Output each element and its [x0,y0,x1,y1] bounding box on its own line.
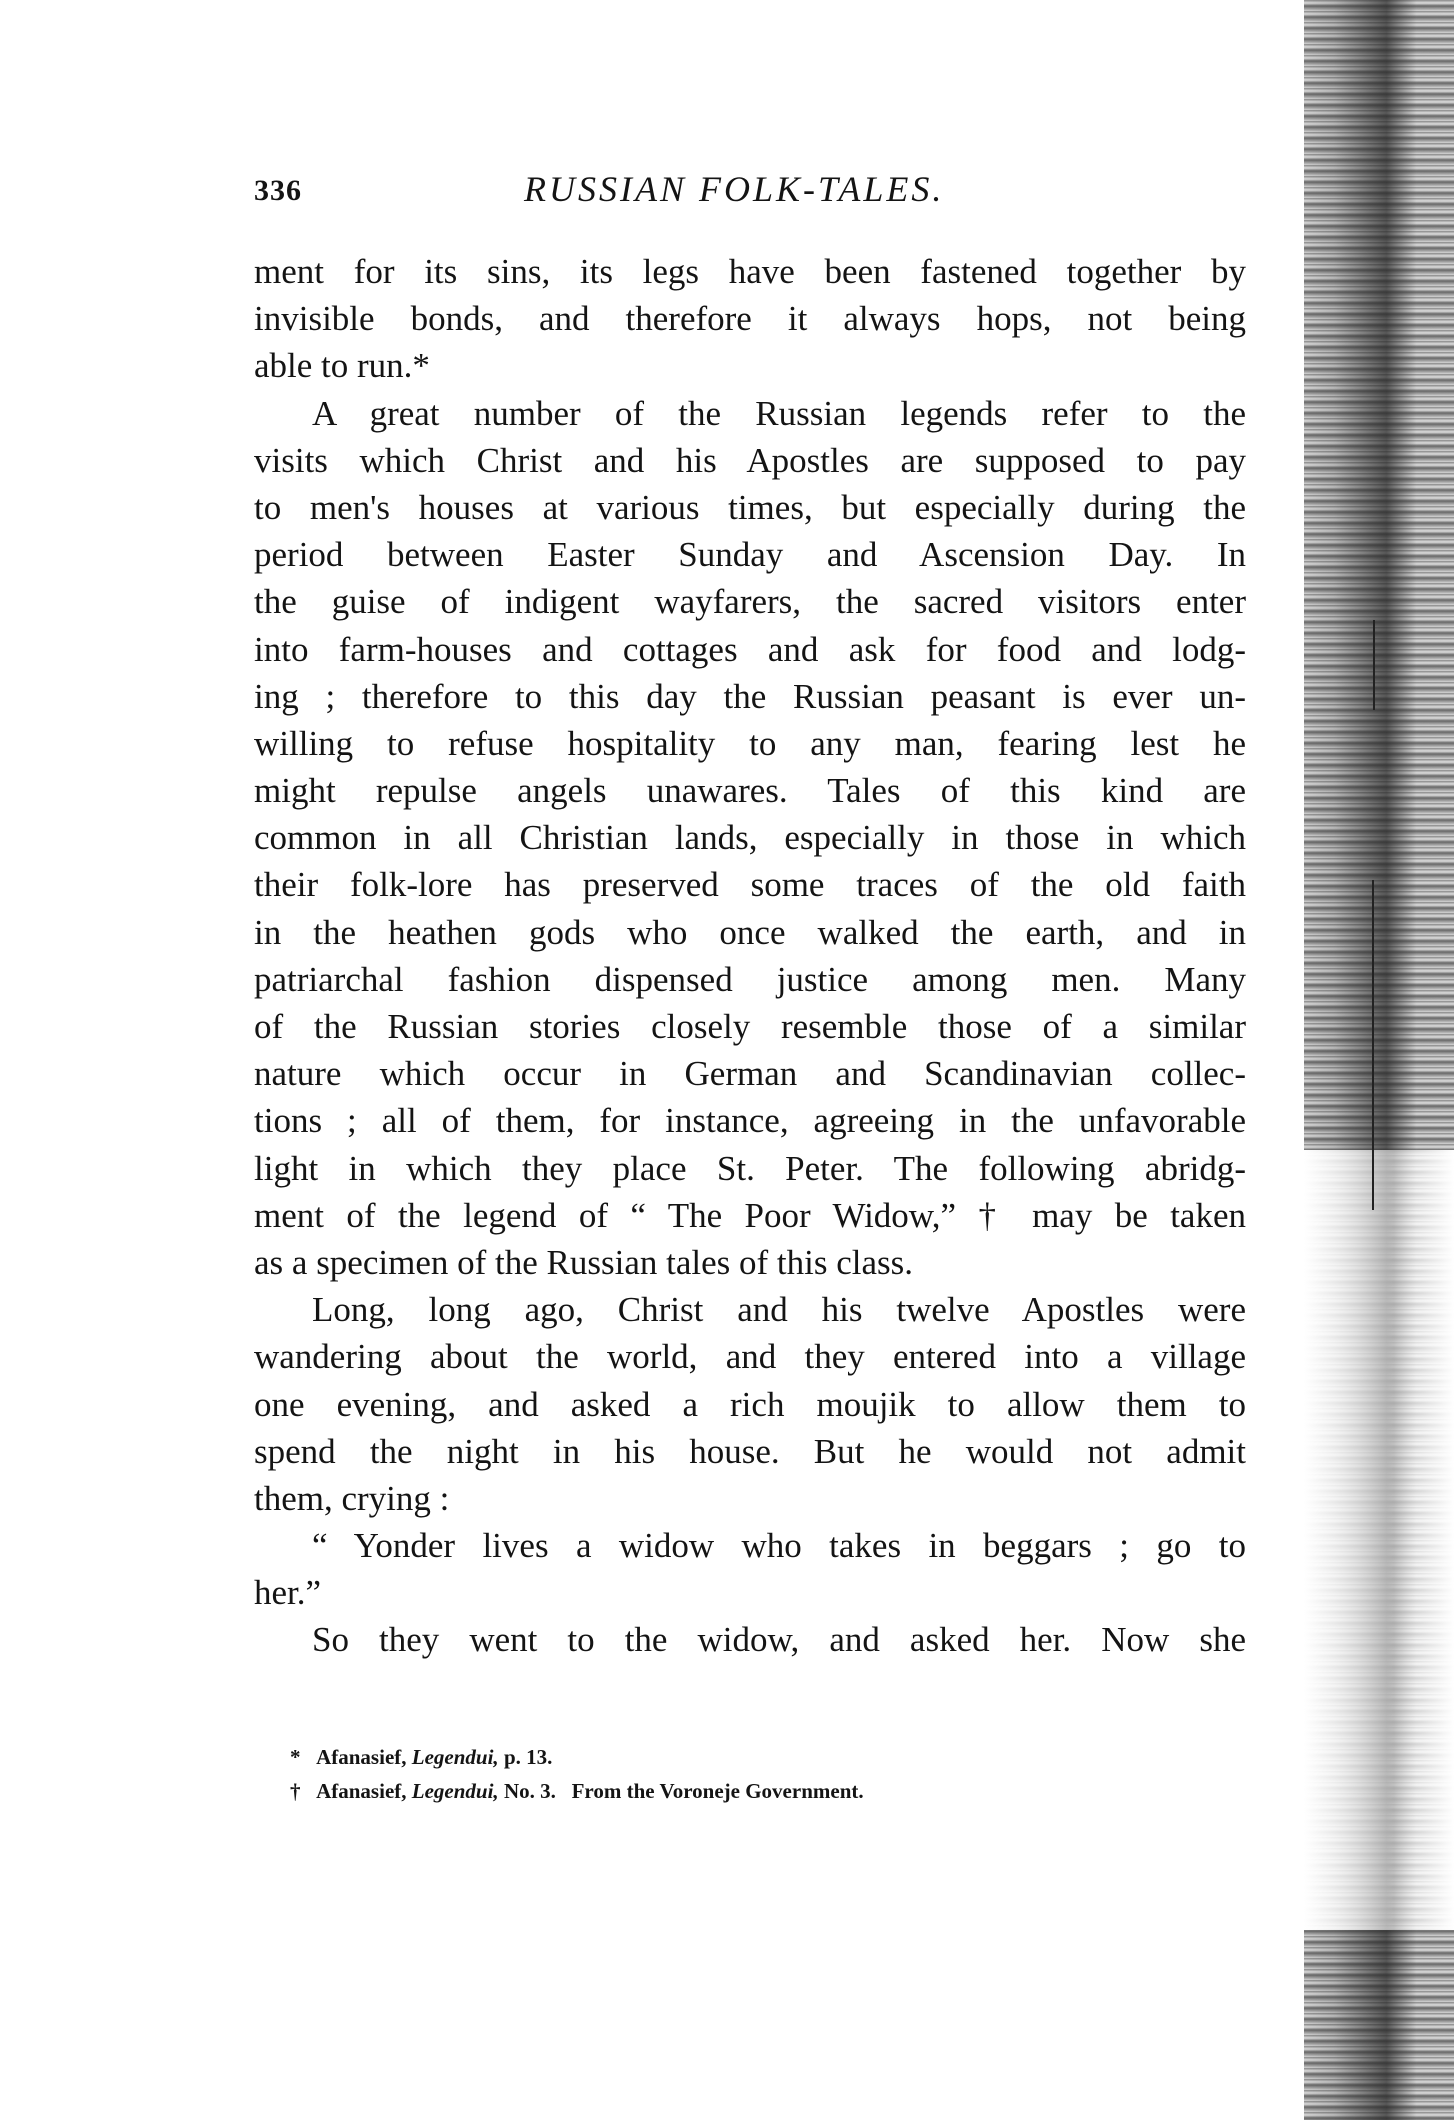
text-line: common in all Christian lands, especially in those in which [254,818,1246,858]
text-line: ment of the legend of “ The Poor Widow,” † may be taken [254,1195,1246,1235]
text-line: visits which Christ and his Apostles are supposed to pay [254,440,1246,480]
binding-edge-fade [1304,1150,1454,1930]
footnote-mark: * [290,1745,301,1769]
text-line: ing ; therefore to this day the Russian peasant is ever un- [254,676,1246,716]
text-line: into farm-houses and cottages and ask for food and lodg- [254,629,1246,669]
text-line: in the heathen gods who once walked the earth, and in [254,912,1246,952]
text-line: them, crying : [254,1478,450,1518]
footnote-author: Afanasief, [316,1745,407,1769]
text-line: wandering about the world, and they entered into a village [254,1337,1246,1377]
scan-edge-line [1373,620,1375,710]
page-header [254,168,1254,228]
body-text [254,248,1246,1664]
text-line: nature which occur in German and Scandinavian collec- [254,1054,1246,1094]
footnote-mark: † [290,1779,301,1803]
text-line: might repulse angels unawares. Tales of this kind are [254,771,1246,811]
footnotes [290,1740,1110,1808]
text-line: to men's houses at various times, but especially during the [254,487,1246,527]
text-line: the guise of indigent wayfarers, the sacred visitors enter [254,582,1246,622]
text-line: willing to refuse hospitality to any man, fearing lest he [254,723,1246,763]
text-line: spend the night in his house. But he would not admit [254,1431,1246,1471]
text-line: So they went to the widow, and asked her. Now she [312,1620,1246,1660]
text-line: their folk-lore has preserved some traces of the old faith [254,865,1246,905]
footnote-ref: p. 13. [503,1745,553,1769]
text-line: able to run.* [254,346,430,386]
text-line: patriarchal fashion dispensed justice among men. Many [254,959,1246,999]
text-line: light in which they place St. Peter. The following abridg- [254,1148,1246,1188]
text-line: Long, long ago, Christ and his twelve Apostles were [312,1290,1246,1330]
running-title: RUSSIAN FOLK-TALES. [524,169,945,209]
page-number: 336 [254,174,302,207]
text-line: “ Yonder lives a widow who takes in beggars ; go to [312,1526,1246,1566]
footnote-author: Afanasief, [316,1779,407,1803]
scan-edge-line [1372,880,1374,1210]
footnote-ref: No. 3. From the Voroneje Government. [503,1779,864,1803]
text-line: one evening, and asked a rich moujik to allow them to [254,1384,1246,1424]
text-line: invisible bonds, and therefore it always hops, not being [254,299,1246,339]
footnote-work: Legendui, [411,1779,499,1803]
footnote-work: Legendui, [411,1745,499,1769]
text-line: of the Russian stories closely resemble those of a similar [254,1007,1246,1046]
footnote [290,1740,1110,1774]
text-line: A great number of the Russian legends refer to the [312,393,1246,433]
text-line: period between Easter Sunday and Ascension Day. In [254,535,1246,575]
footnote [290,1774,1110,1808]
text-line: ment for its sins, its legs have been fastened together by [254,252,1246,291]
text-line: as a specimen of the Russian tales of this class. [254,1242,914,1282]
text-line: her.” [254,1573,322,1613]
text-line: tions ; all of them, for instance, agreeing in the unfavorable [254,1101,1246,1141]
